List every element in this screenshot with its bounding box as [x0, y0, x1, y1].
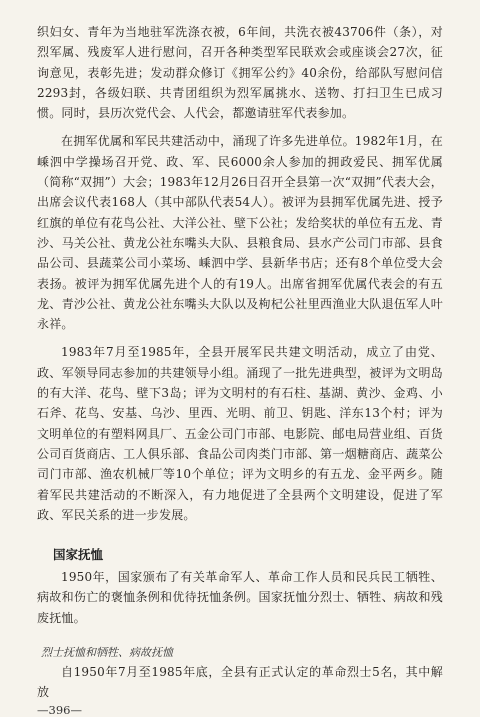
- paragraph-militia-women-support: 织妇女、青年为当地驻军洗涤衣被，6年间，共洗衣被43706件（条），对烈军属、残废军人进行慰问，召开各种类型军民联欢会或座谈会27次，征询意见，表彰先进；发动群众修订《拥军公约》40余份，给部队写慰问信2293封，各级妇联、共青团组织为烈军属挑水、送物、打扫卫生已成习惯。同时，县历次党代会、人代会，都邀请驻军代表参加。: [37, 25, 443, 121]
- paragraph-advanced-units: 在拥军优属和军民共建活动中，涌现了许多先进单位。1982年1月，在嵊泗中学操场召开党、政、军、民6000余人参加的拥政爱民、拥军优属（简称“双拥”）大会；1983年12月26日召开全县第一次“双拥”代表大会，出席会议代表168人（其中部队代表54人）。被评为县拥军优属先进、授予红旗的单位有花鸟公社、大洋公社、壁下公社；发给奖状的单位有五龙、青沙、马关公社、黄龙公社东嘴头大队、县粮食局、县水产公司门市部、县食品公司、县蔬菜公司小菜场、嵊泗中学、县新华书店；还有8个单位受大会表扬。被评为拥军优属先进个人的有19人。出席省拥军优属代表会的有五龙、青沙公社、黄龙公社东嘴头大队以及枸杞公社里西渔业大队退伍军人叶永祥。: [37, 134, 443, 332]
- paragraph-civilization-campaign: 1983年7月至1985年，全县开展军民共建文明活动，成立了由党、政、军领导同志参加的共建领导小组。涌现了一批先进典型，被评为文明岛的有大洋、花鸟、壁下3岛；评为文明村的有石柱、基湖、黄沙、金鸡、小石斧、花鸟、安基、乌沙、里西、光明、前卫、钥匙、洋东13个村；评为文明单位的有塑料网具厂、五金公司门市部、电影院、邮电局营业组、百货公司百货商店、工人俱乐部、食品公司肉类门市部、第一烟糖商店、蔬菜公司门市部、渔农机械厂等10个单位；评为文明乡的有五龙、金平两乡。随着军民共建活动的不断深入，有力地促进了全县两个文明建设，促进了军政、军民关系的进一步发展。: [37, 345, 443, 522]
- section-title: 国家抚恤: [53, 547, 104, 563]
- subsection-title: 烈士抚恤和牺牲、病故抚恤: [41, 646, 173, 660]
- page-number: —396—: [37, 702, 82, 717]
- paragraph-martyrs: 自1950年7月至1985年底，全县有正式认定的革命烈士5名，其中解放: [37, 665, 443, 700]
- paragraph-state-pension: 1950年，国家颁布了有关革命军人、革命工作人员和民兵民工牺牲、病故和伤亡的褒恤条例和优待抚恤条例。国家抚恤分烈士、牺牲、病故和残废抚恤。: [37, 570, 443, 625]
